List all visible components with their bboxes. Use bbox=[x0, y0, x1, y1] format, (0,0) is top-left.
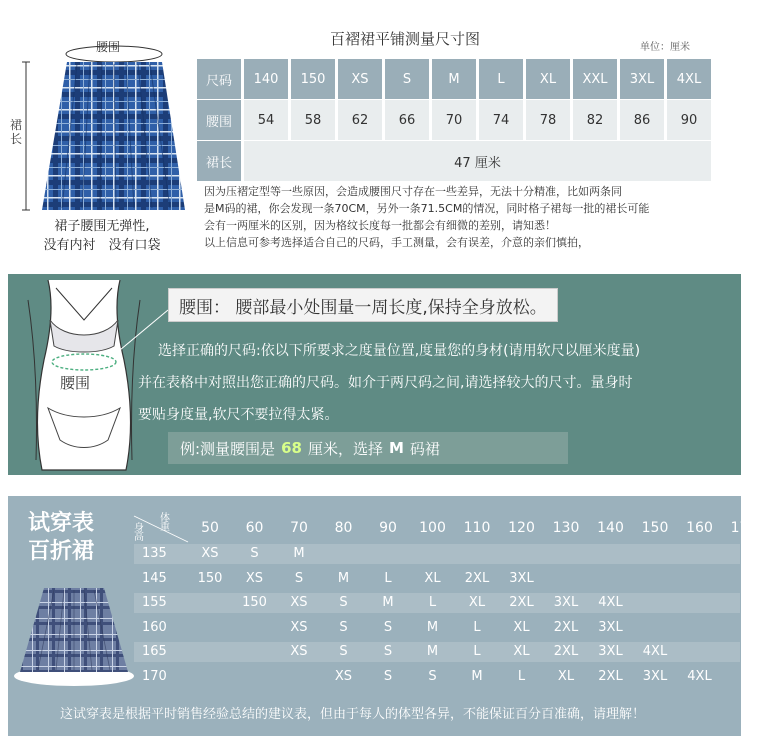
size-recommendation-cell: 2XL bbox=[509, 595, 534, 610]
description-line: 是M码的裙，你会发现一条70CM，另外一条71.5CM的情况，同时格子裙每一批的裙长可能 bbox=[204, 202, 650, 215]
weight-header-cell: 50 bbox=[201, 520, 219, 536]
length-label: 裙长 bbox=[10, 118, 23, 146]
height-cell: 145 bbox=[142, 570, 167, 586]
measurement-description bbox=[204, 183, 744, 251]
weight-header-cell: 90 bbox=[379, 520, 397, 536]
description-line: 会有一两厘米的区别，因为格纹长度每一批都会有细微的差别，请知悉！ bbox=[204, 219, 556, 232]
weight-header-cell: 60 bbox=[245, 520, 264, 536]
size-recommendation-cell: 2XL bbox=[598, 668, 623, 684]
how-to-measure-section bbox=[8, 274, 741, 475]
size-recommendation-cell: S bbox=[339, 644, 348, 659]
length-row-label: 裙长 bbox=[197, 141, 241, 181]
figure-waist-label: 腰围 bbox=[60, 374, 91, 392]
height-cell: 170 bbox=[142, 668, 167, 684]
height-cell: 165 bbox=[142, 644, 167, 659]
measurement-title: 百褶裙平铺测量尺寸图 bbox=[329, 30, 480, 48]
size-row bbox=[197, 59, 711, 99]
size-cell: XXL bbox=[573, 59, 617, 99]
waist-cell: 58 bbox=[291, 100, 335, 140]
weight-header-cell: 130 bbox=[552, 520, 580, 536]
size-recommendation-cell: S bbox=[383, 619, 393, 635]
size-recommendation-cell: 150 bbox=[197, 570, 223, 586]
size-recommendation-cell: 3XL bbox=[553, 595, 579, 610]
waist-cell: 62 bbox=[338, 100, 382, 140]
size-recommendation-cell: XS bbox=[245, 570, 264, 586]
fit-chart-title-line2: 百折裙 bbox=[28, 539, 95, 564]
size-recommendation-cell: M bbox=[337, 570, 350, 586]
size-recommendation-cell: L bbox=[384, 570, 392, 586]
waist-row-label: 腰围 bbox=[197, 100, 241, 140]
size-row-label: 尺码 bbox=[197, 59, 241, 99]
size-recommendation-cell: M bbox=[471, 668, 483, 684]
size-recommendation-cell: 4XL bbox=[642, 644, 668, 659]
size-cell: M bbox=[432, 59, 476, 99]
waist-cell: 90 bbox=[667, 100, 711, 140]
size-cell: 3XL bbox=[620, 59, 664, 99]
size-cell: L bbox=[479, 59, 523, 99]
fit-chart-title-line1: 试穿表 bbox=[28, 511, 95, 536]
size-recommendation-cell: 3XL bbox=[598, 644, 623, 659]
weight-header-cell: 120 bbox=[508, 520, 535, 536]
fit-table-row bbox=[134, 569, 740, 589]
size-cell: 140 bbox=[244, 59, 288, 99]
size-cell: XL bbox=[526, 59, 570, 99]
size-recommendation-cell: 4XL bbox=[598, 595, 623, 610]
size-recommendation-cell: S bbox=[383, 644, 393, 659]
fit-chart-section bbox=[8, 496, 758, 736]
example-mid: 厘米，选择 bbox=[307, 439, 383, 458]
weight-header-cell: 170 bbox=[730, 520, 758, 536]
weight-header-cell: 110 bbox=[463, 520, 491, 536]
corner-weight-label: 体重 bbox=[160, 513, 170, 533]
size-cell: S bbox=[385, 59, 429, 99]
height-cell: 155 bbox=[142, 595, 167, 610]
height-cell: 135 bbox=[142, 546, 167, 561]
waist-cell: 78 bbox=[526, 100, 570, 140]
weight-header-cell: 160 bbox=[686, 520, 713, 536]
size-recommendation-cell: 2XL bbox=[553, 619, 579, 635]
size-recommendation-cell: 4XL bbox=[687, 668, 712, 684]
size-recommendation-cell: M bbox=[382, 595, 394, 610]
fit-table-row bbox=[134, 618, 740, 638]
size-recommendation-cell: XL bbox=[468, 595, 486, 610]
description-line: 因为压褶定型等一些原因，会造成腰围尺寸存在一些差异，无法十分精准，比如两条同 bbox=[204, 185, 622, 198]
size-cell: 150 bbox=[291, 59, 335, 99]
size-recommendation-cell: L bbox=[517, 668, 526, 684]
size-recommendation-cell: 3XL bbox=[642, 668, 668, 684]
size-recommendation-cell: L bbox=[428, 595, 437, 610]
weight-header-cell: 80 bbox=[334, 520, 353, 536]
weight-header-cell: 70 bbox=[290, 520, 308, 536]
size-recommendation-cell: S bbox=[294, 570, 304, 586]
size-recommendation-cell: XL bbox=[513, 644, 530, 659]
size-recommendation-cell: 2XL bbox=[553, 644, 579, 659]
size-recommendation-cell: 3XL bbox=[598, 619, 623, 635]
waist-cell: 66 bbox=[385, 100, 429, 140]
measurement-section bbox=[0, 0, 750, 265]
skirt-note-line2: 没有内衬 没有口袋 bbox=[43, 238, 161, 253]
instruction-line: 选择正确的尺码:依以下所要求之度量位置,度量您的身材(请用软尺以厘米度量) bbox=[158, 343, 641, 359]
size-recommendation-cell: XS bbox=[290, 619, 308, 635]
fit-table-row bbox=[134, 667, 740, 687]
fit-table-row bbox=[134, 593, 740, 613]
weight-header-row bbox=[134, 513, 758, 543]
size-recommendation-cell: M bbox=[426, 644, 439, 659]
size-recommendation-cell: L bbox=[473, 644, 481, 659]
fit-table-row bbox=[134, 642, 740, 662]
waist-cell: 86 bbox=[620, 100, 664, 140]
size-recommendation-cell: S bbox=[339, 619, 348, 635]
fit-table-row bbox=[134, 544, 740, 564]
height-cell: 160 bbox=[142, 619, 167, 635]
description-line: 以上信息可参考选择适合自己的尺码，手工测量，会有误差，介意的亲们慎拍， bbox=[204, 236, 589, 249]
example-waist-value: 68 bbox=[281, 439, 302, 457]
size-recommendation-cell: XL bbox=[513, 619, 530, 635]
waist-row bbox=[197, 100, 711, 140]
instruction-line: 要贴身度量,软尺不要拉得太紧。 bbox=[138, 407, 339, 423]
waist-definition: 腰围： 腰部最小处围量一周长度,保持全身放松。 bbox=[168, 288, 558, 322]
unit-label: 单位：厘米 bbox=[640, 42, 690, 53]
size-recommendation-cell: XS bbox=[201, 546, 219, 561]
size-recommendation-cell: M bbox=[293, 546, 305, 561]
weight-header-cell: 150 bbox=[641, 520, 669, 536]
size-recommendation-cell: XS bbox=[334, 668, 353, 684]
size-recommendation-cell: XS bbox=[290, 644, 308, 659]
size-recommendation-cell: S bbox=[428, 668, 437, 684]
corner-height-label: 身高 bbox=[134, 523, 144, 543]
example-box bbox=[168, 432, 568, 464]
size-cell: 4XL bbox=[667, 59, 711, 99]
waist-cell: 70 bbox=[432, 100, 476, 140]
size-recommendation-cell: 3XL bbox=[509, 570, 534, 586]
length-row bbox=[197, 141, 711, 181]
skirt-flat-illustration bbox=[22, 40, 202, 215]
size-recommendation-cell: 150 bbox=[242, 595, 267, 610]
size-recommendation-cell: 2XL bbox=[464, 570, 490, 586]
waist-label: 腰围 bbox=[96, 40, 121, 54]
size-recommendation-cell: S bbox=[339, 595, 348, 610]
weight-header-cell: 100 bbox=[419, 520, 446, 536]
size-recommendation-cell: M bbox=[426, 619, 439, 635]
waist-cell: 82 bbox=[573, 100, 617, 140]
size-recommendation-cell: S bbox=[250, 546, 259, 561]
example-size-value: M bbox=[388, 439, 404, 457]
size-recommendation-cell: XL bbox=[557, 668, 575, 684]
size-recommendation-cell: XL bbox=[424, 570, 441, 586]
waist-cell: 74 bbox=[479, 100, 523, 140]
skirt-note-line1: 裙子腰围无弹性, bbox=[54, 219, 150, 234]
waist-cell: 54 bbox=[244, 100, 288, 140]
length-value: 47 厘米 bbox=[244, 141, 711, 181]
fit-chart-title bbox=[28, 510, 118, 566]
fit-chart-footer: 这试穿表是根据平时销售经验总结的建议表，但由于每人的体型各异，不能保证百分百准确，请理解！ bbox=[60, 707, 646, 722]
size-recommendation-cell: S bbox=[383, 668, 393, 684]
size-recommendation-cell: XS bbox=[290, 595, 308, 610]
weight-header-cell: 140 bbox=[597, 520, 624, 536]
instruction-line: 并在表格中对照出您正确的尺码。如介于两尺码之间,请选择较大的尺寸。量身时 bbox=[138, 375, 633, 391]
size-recommendation-cell: L bbox=[473, 619, 481, 635]
skirt-photo-illustration bbox=[14, 584, 134, 684]
example-suffix: 码裙 bbox=[409, 439, 440, 458]
size-cell: XS bbox=[338, 59, 382, 99]
example-prefix: 例:测量腰围是 bbox=[180, 439, 276, 458]
